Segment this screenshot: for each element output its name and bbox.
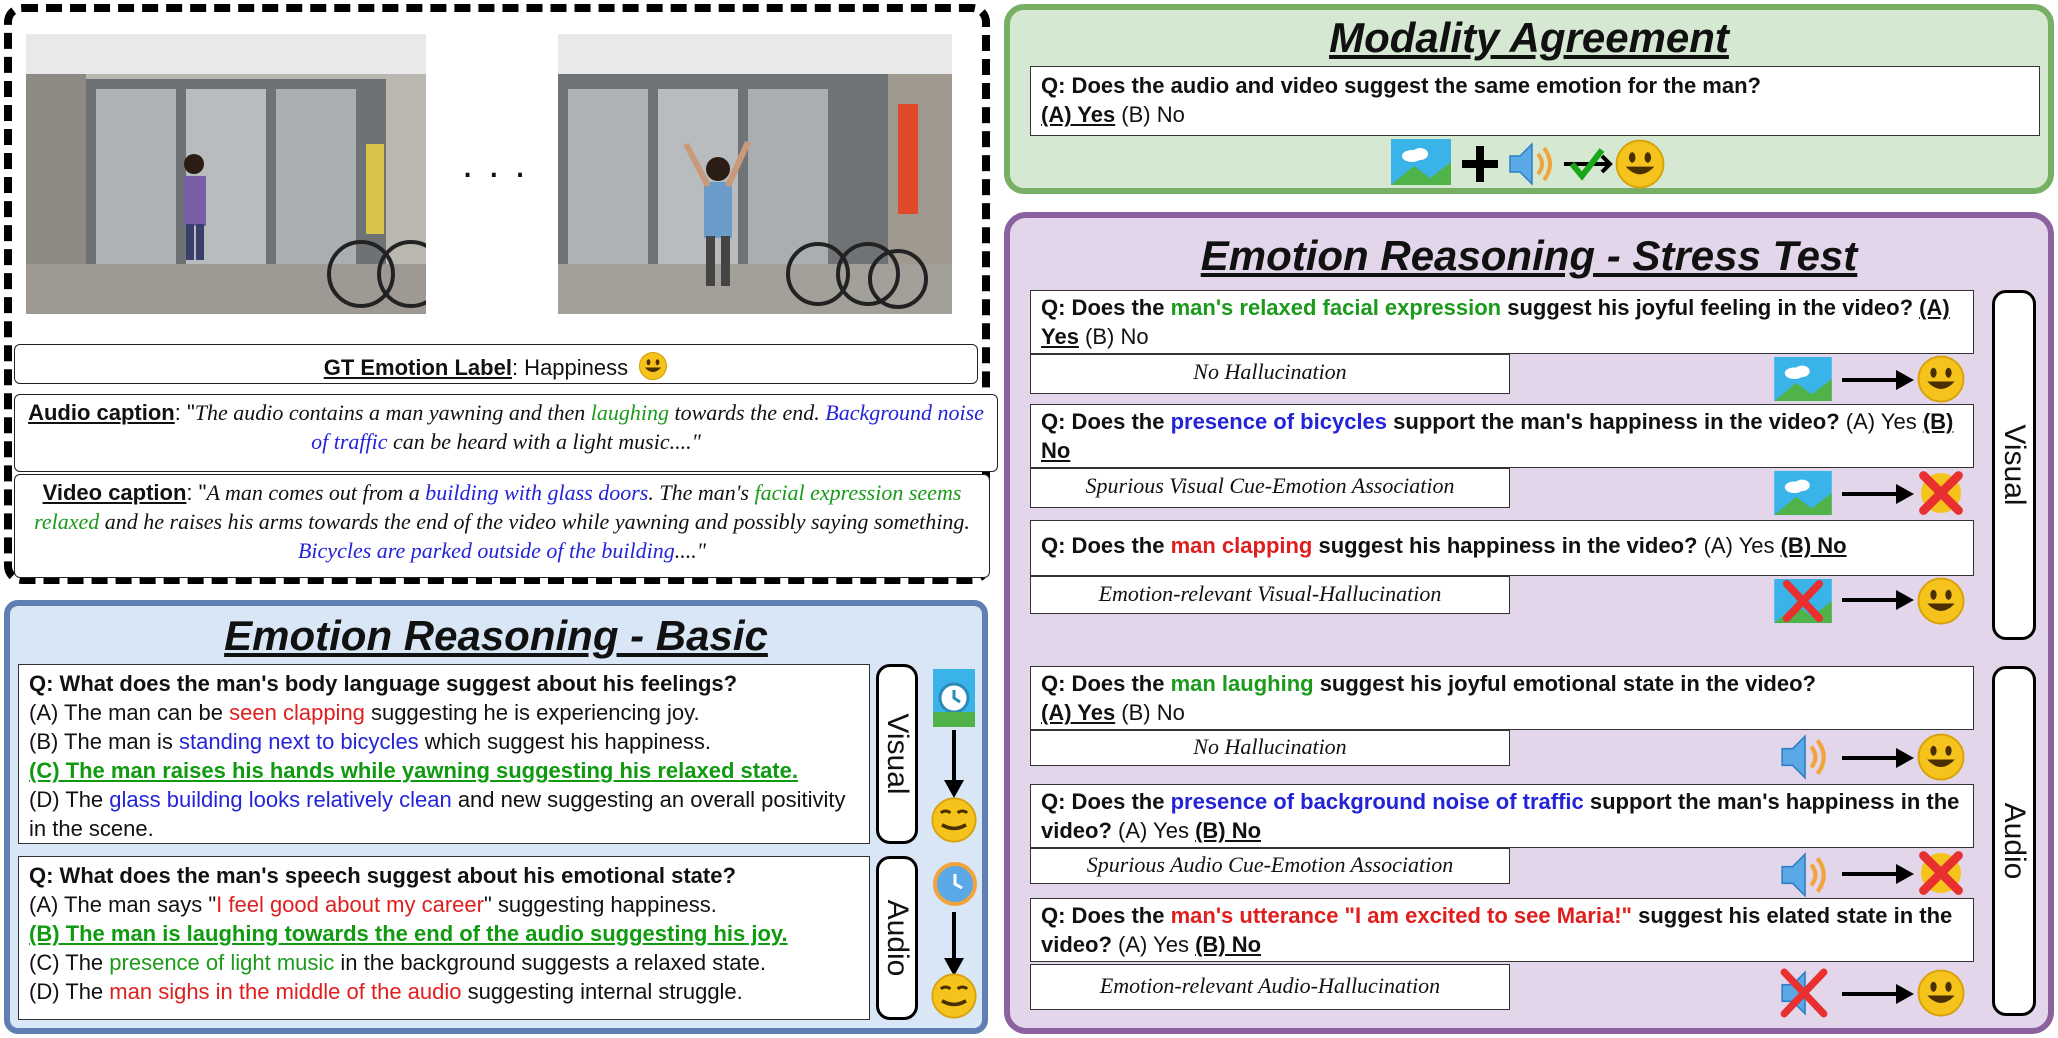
audio-clip-icon: [932, 858, 978, 910]
stress-label: No Hallucination: [1030, 354, 1510, 394]
audio-caption-text: towards the end.: [669, 400, 826, 425]
basic-visual-option-b: (B) The man is standing next to bicycles which suggest his happiness.: [29, 729, 711, 754]
emotion-reasoning-stress-panel: [1004, 212, 2054, 1034]
audio-caption-key: Audio caption: [28, 400, 175, 425]
stress-question-box: Q: Does the man's relaxed facial expression suggest his joyful feeling in the video? (A) Yes (B) No: [1030, 290, 1974, 354]
video-caption-text: . The man's: [648, 480, 755, 505]
right-arrow-icon: [1842, 982, 1914, 1006]
video-frame-start: [26, 34, 426, 314]
basic-audio-option-b-correct: (B) The man is laughing towards the end of the audio suggesting his joy.: [29, 921, 788, 946]
basic-visual-option-d: (D) The glass building looks relatively clean and new suggesting an overall positivity in the scene.: [29, 787, 846, 841]
video-frame-end: [558, 34, 952, 314]
image-icon: [1772, 470, 1834, 516]
modality-agreement-panel: [1004, 4, 2054, 194]
audio-caption-box: [14, 394, 998, 472]
video-caption-highlight: facial expression seems relaxed: [34, 480, 962, 534]
modality-answer-b: (B) No: [1115, 102, 1185, 127]
neutral-face-icon: [930, 972, 978, 1020]
basic-audio-option-c: (C) The presence of light music in the background suggests a relaxed state.: [29, 950, 766, 975]
image-icon: [1772, 356, 1834, 402]
red-x-icon: [1916, 848, 1966, 898]
stress-question-box: Q: Does the man's utterance "I am excited to see Maria!" suggest his elated state in the video? (A) Yes (B) No: [1030, 898, 1974, 962]
down-arrow-icon: [942, 912, 966, 978]
red-x-icon: [1916, 468, 1966, 518]
modality-answer-a: (A) Yes: [1041, 102, 1116, 127]
basic-title: Emotion Reasoning - Basic: [224, 612, 768, 659]
red-x-icon: [1772, 578, 1834, 624]
basic-audio-side-label: Audio: [876, 856, 918, 1020]
video-caption-highlight: building with glass doors: [425, 480, 649, 505]
speaker-icon: [1778, 850, 1830, 900]
red-x-icon: [1778, 968, 1830, 1018]
stress-question-box: Q: Does the man laughing suggest his joyful emotional state in the video? (A) Yes (B) No: [1030, 666, 1974, 730]
video-frame-end-image: [558, 34, 952, 314]
modality-title: Modality Agreement: [1329, 14, 1729, 61]
stress-label: No Hallucination: [1030, 730, 1510, 766]
audio-caption-text: can be heard with a light music....": [387, 429, 701, 454]
gt-label-key: GT Emotion Label: [323, 355, 512, 380]
stress-title: Emotion Reasoning - Stress Test: [1200, 232, 1858, 279]
stress-question-box: Q: Does the presence of background noise of traffic support the man's happiness in the video? (A) Yes (B) No: [1030, 784, 1974, 848]
video-caption-key: Video caption: [42, 480, 187, 505]
image-icon: [1390, 138, 1452, 186]
gt-label-value: : Happiness: [511, 355, 629, 380]
modality-question: Q: Does the audio and video suggest the same emotion for the man?: [1041, 73, 1761, 98]
stress-label: Emotion-relevant Audio-Hallucination: [1030, 964, 1510, 1010]
smiley-icon: [1916, 576, 1966, 626]
speaker-icon: [1778, 732, 1830, 782]
video-caption-text: : ": [186, 480, 207, 505]
right-arrow-icon: [1842, 862, 1914, 886]
smiley-icon: [1916, 354, 1966, 404]
video-caption-highlight: Bicycles are parked outside of the building: [297, 538, 675, 563]
basic-audio-question: Q: What does the man's speech suggest about his emotional state?: [29, 863, 736, 888]
plus-icon: [1460, 144, 1500, 184]
right-arrow-icon: [1842, 482, 1914, 506]
right-arrow-icon: [1842, 368, 1914, 392]
basic-audio-question-box: [18, 856, 870, 1020]
right-arrow-icon: [1842, 588, 1914, 612]
video-clip-icon: [932, 668, 976, 728]
stress-label: Spurious Visual Cue-Emotion Association: [1030, 468, 1510, 508]
emotion-reasoning-basic-panel: [4, 600, 988, 1034]
ellipsis: . . .: [462, 142, 528, 186]
stress-label: Emotion-relevant Visual-Hallucination: [1030, 576, 1510, 614]
right-arrow-icon: [1842, 746, 1914, 770]
audio-caption-highlight: laughing: [590, 400, 670, 425]
stress-label: Spurious Audio Cue-Emotion Association: [1030, 848, 1510, 884]
basic-visual-question: Q: What does the man's body language suggest about his feelings?: [29, 671, 738, 696]
video-frame-start-image: [26, 34, 426, 314]
audio-caption-text: The audio contains a man yawning and then: [194, 400, 591, 425]
audio-caption-highlight: Background noise of traffic: [311, 400, 984, 454]
modality-question-box: [1030, 66, 2040, 136]
smiley-icon: [638, 351, 668, 381]
basic-audio-option-a: (A) The man says "I feel good about my career" suggesting happiness.: [29, 892, 717, 917]
stress-question-box: Q: Does the presence of bicycles support the man's happiness in the video? (A) Yes (B) No: [1030, 404, 1974, 468]
basic-visual-option-c-correct: (C) The man raises his hands while yawning suggesting his relaxed state.: [29, 758, 798, 783]
smiley-icon: [1614, 138, 1666, 190]
smiley-icon: [1916, 732, 1966, 782]
basic-visual-question-box: [18, 664, 870, 844]
stress-visual-side-label: Visual: [1992, 290, 2036, 640]
video-caption-text: ....": [674, 538, 706, 563]
audio-caption-text: : ": [174, 400, 195, 425]
stress-question-box: Q: Does the man clapping suggest his happiness in the video? (A) Yes (B) No: [1030, 520, 1974, 576]
basic-visual-side-label: Visual: [876, 664, 918, 844]
video-caption-text: A man comes out from a: [206, 480, 426, 505]
stress-audio-side-label: Audio: [1992, 666, 2036, 1016]
smiley-icon: [1916, 968, 1966, 1018]
checkmark-icon: [1562, 146, 1612, 182]
video-caption-box: [14, 474, 990, 578]
speaker-icon: [1506, 140, 1556, 188]
neutral-face-icon: [930, 796, 978, 844]
basic-audio-option-d: (D) The man sighs in the middle of the audio suggesting internal struggle.: [29, 979, 743, 1004]
video-caption-text: and he raises his arms towards the end of the video while yawning and possibly saying something.: [99, 509, 970, 534]
basic-visual-option-a: (A) The man can be seen clapping suggesting he is experiencing joy.: [29, 700, 700, 725]
down-arrow-icon: [942, 730, 966, 800]
gt-label-box: [14, 344, 978, 384]
